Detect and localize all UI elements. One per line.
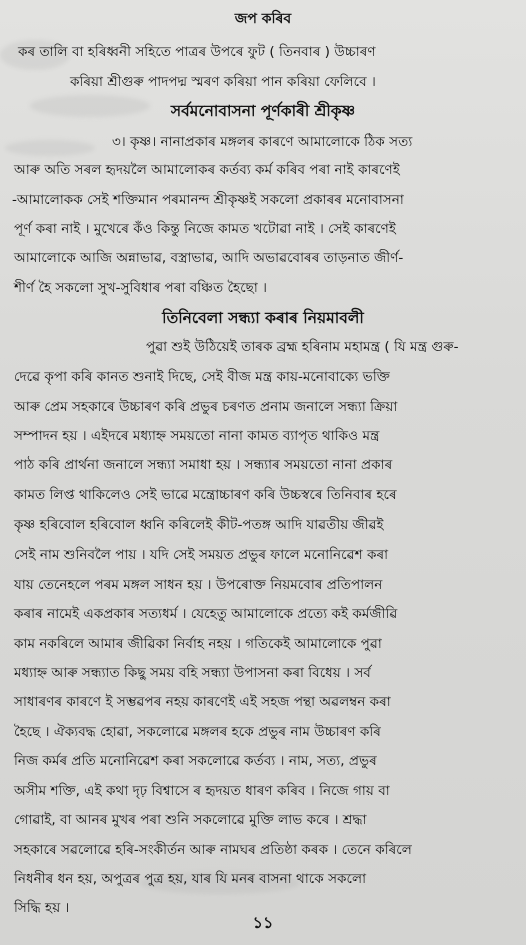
text-line: কৰাৰ নামেই একপ্ৰকাৰ সত্যধৰ্ম । যেহেতু আমালোকে প্ৰত্যে কই কৰ্মজীৱি	[14, 606, 398, 622]
text-line: আৰু প্ৰেম সহকাৰে উচ্চাৰণ কৰি প্ৰভুৰ চৰণত প্ৰনাম জনালে সন্ধ্যা ক্ৰিয়া	[14, 399, 398, 415]
text-line: কামত লিপ্ত থাকিলেও সেই ভাৱে মন্ত্ৰোচ্চাৰণ কৰি উচ্চস্বৰে তিনিবাৰ হৰে	[14, 487, 397, 503]
text-line: পাঠ কৰি প্ৰাৰ্থনা জনালে সন্ধ্যা সমাধা হয় । সন্ধ্যাৰ সময়তো নানা প্ৰকাৰ	[14, 457, 393, 473]
text-line: কৰিয়া শ্ৰীগুৰু পাদপদ্ম স্মৰণ কৰিয়া পান কৰিয়া ফেলিবে ।	[70, 74, 376, 90]
text-line: সাধাৰণৰ কাৰণে ই সম্ভৱপৰ নহয় কাৰণেই এই সহজ পন্থা অৱলম্বন কৰা	[14, 694, 391, 710]
text-line: -আমালোকক সেই শক্তিমান পৰমানন্দ শ্ৰীকৃষ্ণই সকলো প্ৰকাৰৰ মনোবাসনা	[12, 192, 404, 208]
text-line: নিধনীৰ ধন হয়, অপুত্ৰৰ পুত্ৰ হয়, যাৰ যি মনৰ বাসনা থাকে সকলো	[14, 871, 367, 887]
text-line: মধ্যাহ্ন আৰু সন্ধ্যাত কিছু সময় বহি সন্ধ্যা উপাসনা কৰা বিধেয় । সৰ্ব	[14, 665, 371, 681]
text-line: কাম নকৰিলে আমাৰ জীৱিকা নিৰ্বাহ নহয় । গতিকেই আমালোকে পুৱা	[14, 636, 382, 652]
text-line: পূৰ্ণ কৰা নাই । মুখেৰে কঁও কিন্তু নিজে কামত খটোৱা নাই । সেই কাৰণেই	[14, 221, 396, 237]
text-line: সম্পাদন হয় । এইদৰে মধ্যাহ্ন সময়তো নানা কামত ব্যাপৃত থাকিও মন্ত্ৰ	[14, 428, 380, 444]
text-line: পুৱা শুই উঠিয়েই তাৰক ব্ৰহ্ম হৰিনাম মহামন্ত্ৰ ( যি মন্ত্ৰ গুৰু-	[146, 339, 459, 355]
text-line: দেৱে কৃপা কৰি কানত শুনাই দিছে, সেই বীজ মন্ত্ৰ কায়-মনোবাক্যে ভক্তি	[14, 369, 390, 385]
page-title: জপ কৰিব	[234, 11, 292, 27]
text-line: কৰ তালি বা হৰিধ্বনী সহিতে পাত্ৰৰ উপৰে ফুট ( তিনবাৰ ) উচ্চাৰণ	[18, 44, 376, 60]
text-line: নিজ কৰ্মৰ প্ৰতি মনোনিৱেশ কৰা সকলোৱে কৰ্তব্য । নাম, সত্য, প্ৰভুৰ	[14, 753, 377, 769]
text-line: সেই নাম শুনিবলৈ পায় । যদি সেই সময়ত প্ৰভুৰ ফালে মনোনিৱেশ কৰা	[14, 547, 389, 563]
text-line: যায় তেনেহলে পৰম মঙ্গল সাধন হয় । উপৰোক্ত নিয়মবোৰ প্ৰতিপালন	[14, 577, 383, 593]
text-line: গোৱাই, বা আনৰ মুখৰ পৰা শুনি সকলোৱে মুক্তি লাভ কৰে । শ্ৰদ্ধা	[14, 812, 367, 828]
page-number: ১১	[252, 913, 274, 932]
text-line: অসীম শক্তি, এই কথা দৃঢ় বিশ্বাসে ৰ হৃদয়ত ধাৰণ কৰিব । নিজে গায় বা	[14, 783, 390, 799]
text-line: সহকাৰে সৱলোৱে হৰি-সংকীৰ্তন আৰু নামঘৰ প্ৰতিষ্ঠা কৰক । তেনে কৰিলে	[14, 842, 412, 858]
text-line: ৩। কৃষ্ণ। নানাপ্ৰকাৰ মঙ্গলৰ কাৰণে আমালোকে ঠিক সত্য	[112, 134, 413, 150]
text-line: সিদ্ধি হয় ।	[14, 900, 70, 916]
text-line: আৰু অতি সৰল হৃদয়লৈ আমালোকৰ কৰ্তব্য কৰ্ম কৰিব পৰা নাই কাৰণেই	[14, 162, 400, 178]
text-line: আমালোকে আজি অন্নাভাৱ, বস্ত্ৰাভাৱ, আদি অভাৱবোৰৰ তাড়নাত জীৰ্ণ-	[14, 250, 404, 266]
text-line: শীৰ্ণ হৈ সকলো সুখ-সুবিধাৰ পৰা বঞ্চিত হৈছো ।	[14, 280, 268, 296]
section-heading: সৰ্বমনোবাসনা পূৰ্ণকাৰী শ্ৰীকৃষ্ণ	[170, 102, 356, 120]
text-line: হৈছে । ঐক্যবদ্ধ হোৱা, সকলোৱে মঙ্গলৰ হকে প্ৰভুৰ নাম উচ্চাৰণ কৰি	[14, 724, 381, 740]
section-heading: তিনিবেলা সন্ধ্যা কৰাৰ নিয়মাবলী	[162, 309, 364, 327]
text-line: কৃষ্ণ হৰিবোল হৰিবোল ধ্বনি কৰিলেই কীট-পতঙ্গ আদি যাৱতীয় জীৱই	[14, 517, 384, 533]
